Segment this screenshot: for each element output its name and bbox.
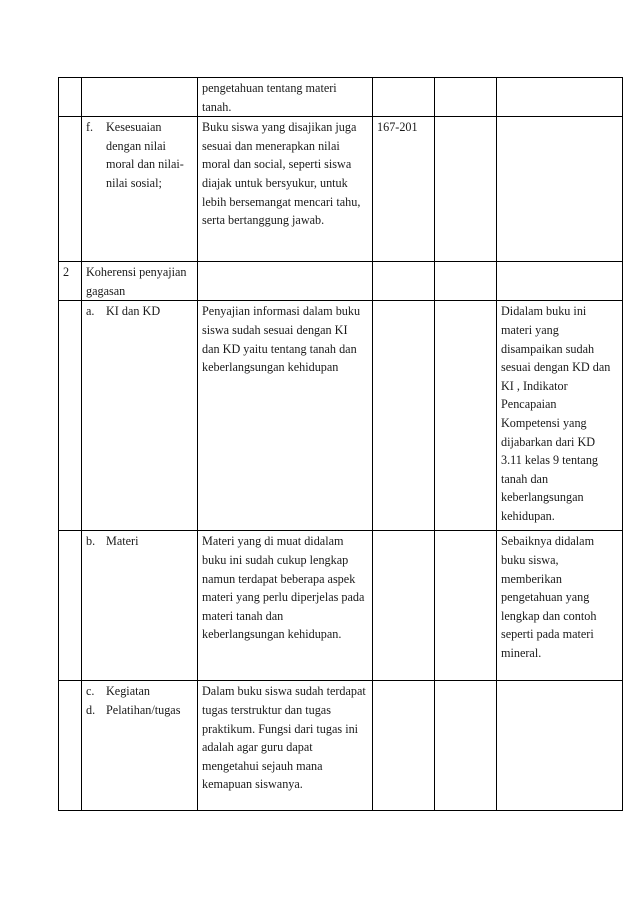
cell-aspect (82, 78, 198, 117)
cell-note: Sebaiknya didalam buku siswa, memberikan pengetahuan yang lengkap dan contoh seperti pada materi mineral. (497, 531, 623, 681)
cell-page (373, 262, 435, 301)
cell-description: Dalam buku siswa sudah terdapat tugas terstruktur dan tugas praktikum. Fungsi dari tugas ini adalah agar guru dapat mengetahui sejauh mana kemapuan siswanya. (198, 681, 373, 811)
aspect-letter: f. (86, 120, 94, 135)
table-row (59, 117, 623, 262)
cell-no (59, 78, 82, 117)
cell-note (497, 262, 623, 301)
cell-empty (435, 681, 497, 811)
cell-page (373, 78, 435, 117)
aspect-letter: a. (86, 304, 95, 319)
cell-aspect (82, 531, 198, 681)
cell-page (373, 301, 435, 531)
cell-description: Materi yang di muat didalam buku ini sudah cukup lengkap namun terdapat beberapa aspek materi yang perlu diperjelas pada materi tanah dan keberlangsungan kehidupan. (198, 531, 373, 681)
evaluation-table (58, 77, 623, 811)
cell-empty (435, 262, 497, 301)
table-row (59, 531, 623, 681)
cell-no: 2 (59, 262, 82, 301)
cell-note (497, 117, 623, 262)
aspect-letter: c. (86, 684, 95, 699)
aspect-label: Kegiatan (106, 684, 150, 699)
table-row (59, 262, 623, 301)
cell-no (59, 301, 82, 531)
cell-no (59, 117, 82, 262)
table-row (59, 681, 623, 811)
cell-description: Penyajian informasi dalam buku siswa sudah sesuai dengan KI dan KD yaitu tentang tanah dan keberlangsungan kehidupan (198, 301, 373, 531)
cell-aspect: Koherensi penyajian gagasan (82, 262, 198, 301)
cell-note (497, 681, 623, 811)
cell-description: Buku siswa yang disajikan juga sesuai dan menerapkan nilai moral dan social, seperti siswa diajak untuk bersyukur, untuk lebih bersemangat mencari tahu, serta bertanggung jawab. (198, 117, 373, 262)
cell-no (59, 531, 82, 681)
cell-aspect (82, 117, 198, 262)
cell-description (198, 262, 373, 301)
aspect-label: KI dan KD (106, 304, 161, 319)
cell-no (59, 681, 82, 811)
aspect-label: Pelatihan/tugas (106, 702, 181, 717)
cell-page (373, 531, 435, 681)
aspect-label: Materi (106, 534, 139, 549)
table-row (59, 301, 623, 531)
cell-description: pengetahuan tentang materi tanah. (198, 78, 373, 117)
aspect-letter: d. (86, 702, 96, 717)
cell-page: 167-201 (373, 117, 435, 262)
cell-empty (435, 78, 497, 117)
cell-aspect (82, 301, 198, 531)
aspect-letter: b. (86, 534, 96, 549)
cell-note: Didalam buku ini materi yang disampaikan sudah sesuai dengan KD dan KI , Indikator Pencapaian Kompetensi yang dijabarkan dari KD 3.11 kelas 9 tentang tanah dan keberlangsungan kehidupan. (497, 301, 623, 531)
cell-page (373, 681, 435, 811)
cell-empty (435, 117, 497, 262)
cell-aspect (82, 681, 198, 811)
aspect-label: Kesesuaian dengan nilai moral dan nilai-nilai sosial; (106, 120, 184, 190)
table-row (59, 78, 623, 117)
cell-empty (435, 531, 497, 681)
cell-note (497, 78, 623, 117)
cell-empty (435, 301, 497, 531)
